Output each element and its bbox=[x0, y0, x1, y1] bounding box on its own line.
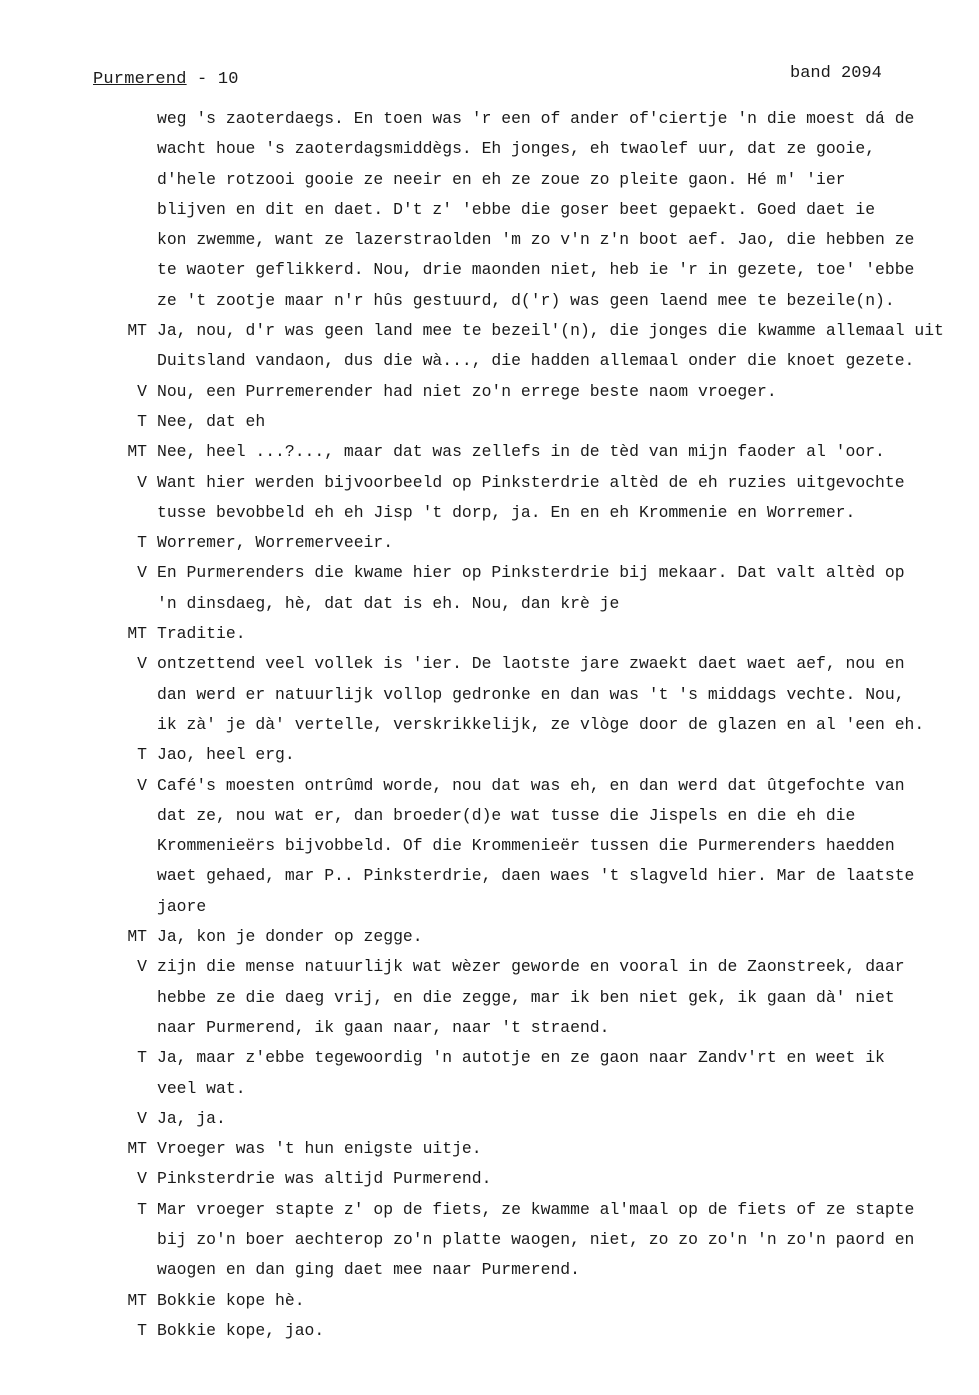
transcript-line bbox=[0, 255, 979, 285]
transcript-line bbox=[0, 801, 979, 831]
transcript-line bbox=[0, 680, 979, 710]
transcript-line bbox=[0, 589, 979, 619]
line-text: dat ze, nou wat er, dan broeder(d)e wat tusse die Jispels en die eh die bbox=[157, 805, 856, 825]
transcript-line bbox=[0, 134, 979, 164]
transcript-line bbox=[0, 922, 979, 952]
speaker-label: MT bbox=[127, 927, 147, 947]
transcript-line bbox=[0, 468, 979, 498]
speaker-label: MT bbox=[127, 1139, 147, 1159]
transcript-line bbox=[0, 286, 979, 316]
line-text: hebbe ze die daeg vrij, en die zegge, mar ik ben niet gek, ik gaan dà' niet bbox=[157, 987, 895, 1007]
line-text: Krommenieërs bijvobbeld. Of die Krommenieër tussen die Purmerenders haedden bbox=[157, 836, 895, 856]
line-text: Want hier werden bijvoorbeeld op Pinksterdrie altèd de eh ruzies uitgevochte bbox=[157, 472, 905, 492]
line-text: Bokkie kope, jao. bbox=[157, 1320, 325, 1340]
speaker-label: V bbox=[137, 1169, 147, 1189]
transcript-line bbox=[0, 1043, 979, 1073]
speaker-label: V bbox=[137, 381, 147, 401]
speaker-label: T bbox=[137, 411, 147, 431]
line-text: Ja, maar z'ebbe tegewoordig 'n autotje en ze gaon naar Zandv'rt en weet ik bbox=[157, 1048, 885, 1068]
speaker-label: MT bbox=[127, 624, 147, 644]
transcript-line bbox=[0, 225, 979, 255]
transcript-line bbox=[0, 437, 979, 467]
transcript-line bbox=[0, 316, 979, 346]
line-text: kon zwemme, want ze lazerstraolden 'm zo v'n z'n boot aef. Jao, die hebben ze bbox=[157, 230, 915, 250]
transcript-line bbox=[0, 1316, 979, 1346]
speaker-label: V bbox=[137, 775, 147, 795]
line-text: tusse bevobbeld eh eh Jisp 't dorp, ja. En en eh Krommenie en Worremer. bbox=[157, 502, 856, 522]
transcript-line bbox=[0, 831, 979, 861]
transcript-body bbox=[0, 104, 979, 1346]
transcript-line bbox=[0, 346, 979, 376]
transcript-line bbox=[0, 1195, 979, 1225]
speaker-label: MT bbox=[127, 442, 147, 462]
transcript-line bbox=[0, 1074, 979, 1104]
line-text: waogen en dan ging daet mee naar Purmerend. bbox=[157, 1260, 580, 1280]
line-text: wacht houe 's zaoterdagsmiddègs. Eh jonges, eh twaolef uur, dat ze gooie, bbox=[157, 139, 876, 159]
line-text: Bokkie kope hè. bbox=[157, 1290, 305, 1310]
page-header-left bbox=[93, 70, 239, 89]
transcript-line bbox=[0, 710, 979, 740]
transcript-line bbox=[0, 983, 979, 1013]
speaker-label: V bbox=[137, 654, 147, 674]
transcript-line bbox=[0, 528, 979, 558]
line-text: Ja, kon je donder op zegge. bbox=[157, 927, 423, 947]
speaker-label: T bbox=[137, 1199, 147, 1219]
speaker-label: T bbox=[137, 533, 147, 553]
line-text: Ja, nou, d'r was geen land mee te bezeil'(n), die jonges die kwamme allemaal uit bbox=[157, 321, 944, 341]
line-text: Pinksterdrie was altijd Purmerend. bbox=[157, 1169, 492, 1189]
transcript-line bbox=[0, 892, 979, 922]
transcript-line bbox=[0, 1104, 979, 1134]
transcript-line bbox=[0, 771, 979, 801]
line-text: Mar vroeger stapte z' op de fiets, ze kwamme al'maal op de fiets of ze stapte bbox=[157, 1199, 915, 1219]
line-text: blijven en dit en daet. D't z' 'ebbe die goser beet gepaekt. Goed daet ie bbox=[157, 199, 876, 219]
transcript-line bbox=[0, 165, 979, 195]
speaker-label: V bbox=[137, 1108, 147, 1128]
line-text: Vroeger was 't hun enigste uitje. bbox=[157, 1139, 482, 1159]
line-text: Ja, ja. bbox=[157, 1108, 226, 1128]
header-page-number: - 10 bbox=[186, 70, 239, 89]
line-text: weg 's zaoterdaegs. En toen was 'r een of ander of'ciertje 'n die moest dá de bbox=[157, 109, 915, 128]
line-text: waet gehaed, mar P.. Pinksterdrie, daen waes 't slagveld hier. Mar de laatste bbox=[157, 866, 915, 886]
line-text: Traditie. bbox=[157, 624, 246, 644]
transcript-line bbox=[0, 377, 979, 407]
line-text: Worremer, Worremerveeir. bbox=[157, 533, 394, 553]
line-text: ik zà' je dà' vertelle, verskrikkelijk, ze vlòge door de glazen en al 'een eh. bbox=[157, 714, 925, 734]
transcript-line bbox=[0, 407, 979, 437]
transcript-line bbox=[0, 195, 979, 225]
transcript-line bbox=[0, 1164, 979, 1194]
speaker-label: V bbox=[137, 472, 147, 492]
speaker-label: T bbox=[137, 1048, 147, 1068]
transcript-line bbox=[0, 619, 979, 649]
line-text: ontzettend veel vollek is 'ier. De laotste jare zwaekt daet waet aef, nou en bbox=[157, 654, 905, 674]
line-text: veel wat. bbox=[157, 1078, 246, 1098]
speaker-label: MT bbox=[127, 1290, 147, 1310]
line-text: jaore bbox=[157, 896, 207, 916]
transcript-line bbox=[0, 1225, 979, 1255]
header-band: band 2094 bbox=[790, 64, 882, 83]
line-text: te waoter geflikkerd. Nou, drie maonden niet, heb ie 'r in gezete, toe' 'ebbe bbox=[157, 260, 915, 280]
line-text: 'n dinsdaeg, hè, dat dat is eh. Nou, dan krè je bbox=[157, 593, 620, 613]
line-text: En Purmerenders die kwame hier op Pinksterdrie bij mekaar. Dat valt altèd op bbox=[157, 563, 905, 583]
transcript-line bbox=[0, 952, 979, 982]
transcript-line bbox=[0, 498, 979, 528]
speaker-label: T bbox=[137, 1320, 147, 1340]
line-text: zijn die mense natuurlijk wat wèzer geworde en vooral in de Zaonstreek, daar bbox=[157, 957, 905, 977]
speaker-label: T bbox=[137, 745, 147, 765]
transcript-line bbox=[0, 740, 979, 770]
line-text: dan werd er natuurlijk vollop gedronke en dan was 't 's middags vechte. Nou, bbox=[157, 684, 905, 704]
line-text: Jao, heel erg. bbox=[157, 745, 295, 765]
transcript-line bbox=[0, 104, 979, 134]
speaker-label: V bbox=[137, 957, 147, 977]
line-text: Nee, dat eh bbox=[157, 411, 266, 431]
line-text: d'hele rotzooi gooie ze neeir en eh ze zoue zo pleite gaon. Hé m' 'ier bbox=[157, 169, 846, 189]
transcript-line bbox=[0, 558, 979, 588]
speaker-label: MT bbox=[127, 321, 147, 341]
transcript-line bbox=[0, 1286, 979, 1316]
line-text: Duitsland vandaon, dus die wà..., die hadden allemaal onder die knoet gezete. bbox=[157, 351, 915, 371]
line-text: ze 't zootje maar n'r hûs gestuurd, d('r) was geen laend mee te bezeile(n). bbox=[157, 290, 895, 310]
transcript-line bbox=[0, 649, 979, 679]
transcript-line bbox=[0, 1013, 979, 1043]
transcript-line bbox=[0, 861, 979, 891]
transcript-line bbox=[0, 1134, 979, 1164]
line-text: bij zo'n boer aechterop zo'n platte waogen, niet, zo zo zo'n 'n zo'n paord en bbox=[157, 1229, 915, 1249]
transcript-line bbox=[0, 1255, 979, 1285]
line-text: Café's moesten ontrûmd worde, nou dat was eh, en dan werd dat ûtgefochte van bbox=[157, 775, 905, 795]
line-text: Nou, een Purremerender had niet zo'n errege beste naom vroeger. bbox=[157, 381, 777, 401]
header-place: Purmerend bbox=[93, 70, 187, 89]
line-text: naar Purmerend, ik gaan naar, naar 't straend. bbox=[157, 1017, 610, 1037]
speaker-label: V bbox=[137, 563, 147, 583]
line-text: Nee, heel ...?..., maar dat was zellefs in de tèd van mijn faoder al 'oor. bbox=[157, 442, 885, 462]
